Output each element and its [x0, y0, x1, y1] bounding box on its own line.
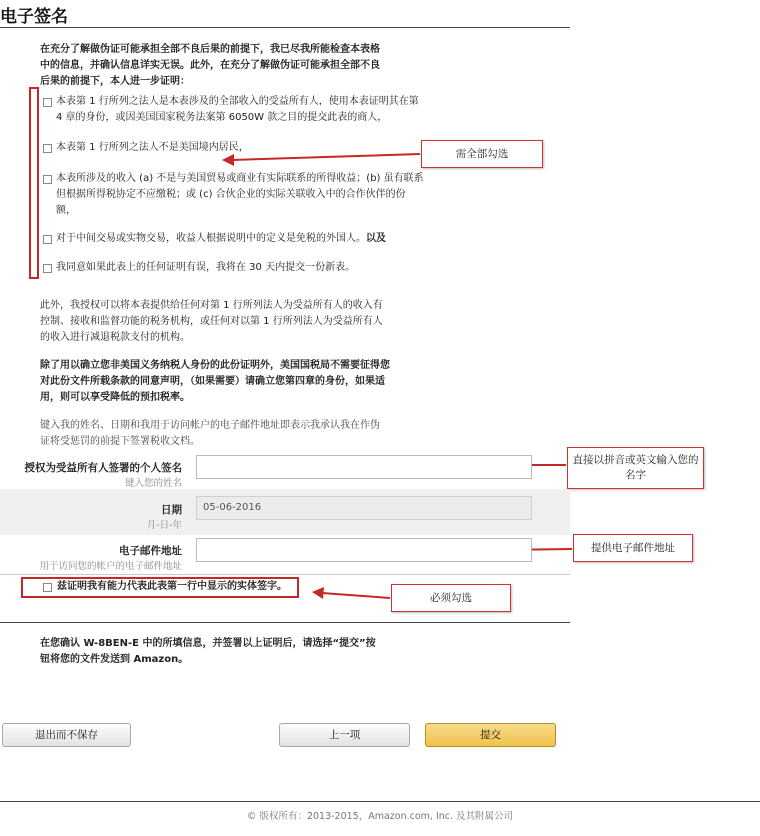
- email-label: 电子邮件地址: [119, 545, 182, 557]
- callout-must-check: 必须勾选: [391, 584, 511, 612]
- date-label: 日期: [161, 504, 182, 516]
- page-title: 电子签名: [0, 7, 68, 27]
- capacity-checkbox-label: 兹证明我有能力代表此表第一行中显示的实体签字。: [57, 581, 287, 592]
- cert-item-4-line1: 对于中间交易或实物交易，收益人根据说明中的定义是免税的外国人。以及: [56, 233, 386, 244]
- submit-button[interactable]: 提交: [425, 723, 556, 747]
- cert-item-3-line2: 但根据所得税协定不应缴税；或 (c) 合伙企业的实际关联收入中的合作伙伴的份: [56, 189, 406, 200]
- exit-without-saving-button[interactable]: 退出而不保存: [2, 723, 131, 747]
- footer-divider: [0, 801, 760, 802]
- sign-note: 键入我的姓名、日期和我用于访问帐户的电子邮件地址即表示我承认我在作伪证将受惩罚的前提下签署税收文档。: [40, 420, 380, 447]
- cert-item-2-line1: 本表第 1 行所列之法人不是美国境内居民，: [56, 142, 249, 153]
- signature-input[interactable]: [196, 455, 532, 479]
- date-input: 05-06-2016: [196, 496, 532, 520]
- form-bottom-divider: [0, 622, 570, 623]
- cert-item-3-line1: 本表所涉及的收入 (a) 不是与美国贸易或商业有实际联系的所得收益；(b) 虽有联系: [56, 173, 424, 184]
- cert-item-1-line2: 4 章的身份，或因美国国家税务法案第 6050W 款之目的提交此表的商人，: [56, 112, 388, 123]
- cert-item-5-line1: 我同意如果此表上的任何证明有误，我将在 30 天内提交一份新表。: [56, 262, 356, 273]
- email-hint: 用于访问您的帐户的电子邮件地址: [39, 561, 182, 572]
- certification-intro: 在充分了解做伪证可能承担全部不良后果的前提下，我已尽我所能检查本表格中的信息，并确认信息详实无误。此外，在充分了解做伪证可能承担全部不良后果的前提下，本人进一步证明：: [40, 44, 380, 87]
- date-hint: 月-日-年: [146, 520, 182, 531]
- callout-check-all: 需全部勾选: [421, 140, 543, 168]
- authorization-text: 此外，我授权可以将本表提供给任何对第 1 行所列法人为受益所有人的收入有控制、接收和监督功能的税务机构，或任何对以第 1 行所列法人为受益所有人的收入进行减退税款支付的机构。: [40, 300, 383, 343]
- capacity-row-divider: [0, 574, 570, 575]
- copyright-footer: © 版权所有：2013-2015，Amazon.com, Inc. 及其附属公司: [246, 811, 514, 822]
- capacity-checkbox[interactable]: [43, 583, 52, 592]
- signature-label: 授权为受益所有人签署的个人签名: [24, 462, 182, 474]
- callout-email-hint: 提供电子邮件地址: [573, 534, 693, 562]
- cert-item-1-line1: 本表第 1 行所列之法人是本表涉及的全部收入的受益所有人，使用本表证明其在第: [56, 96, 419, 107]
- callout-name-hint: 直接以拼音或英文输入您的名字: [567, 447, 704, 489]
- previous-button[interactable]: 上一项: [279, 723, 410, 747]
- confirm-text: 在您确认 W-8BEN-E 中的所填信息，并签署以上证明后，请选择“提交”按钮将您的文件发送到 Amazon。: [40, 638, 376, 665]
- irs-note: 除了用以确立您非美国义务纳税人身份的此份证明外，美国国税局不需要征得您对此份文件所载条款的同意声明，（如果需要）请确立您第四章的身份，如果适用，则可以享受降低的预扣税率。: [40, 360, 390, 403]
- email-input[interactable]: [196, 538, 532, 562]
- signature-hint: 键入您的姓名: [124, 478, 182, 489]
- cert-item-3-line3: 额，: [56, 205, 76, 216]
